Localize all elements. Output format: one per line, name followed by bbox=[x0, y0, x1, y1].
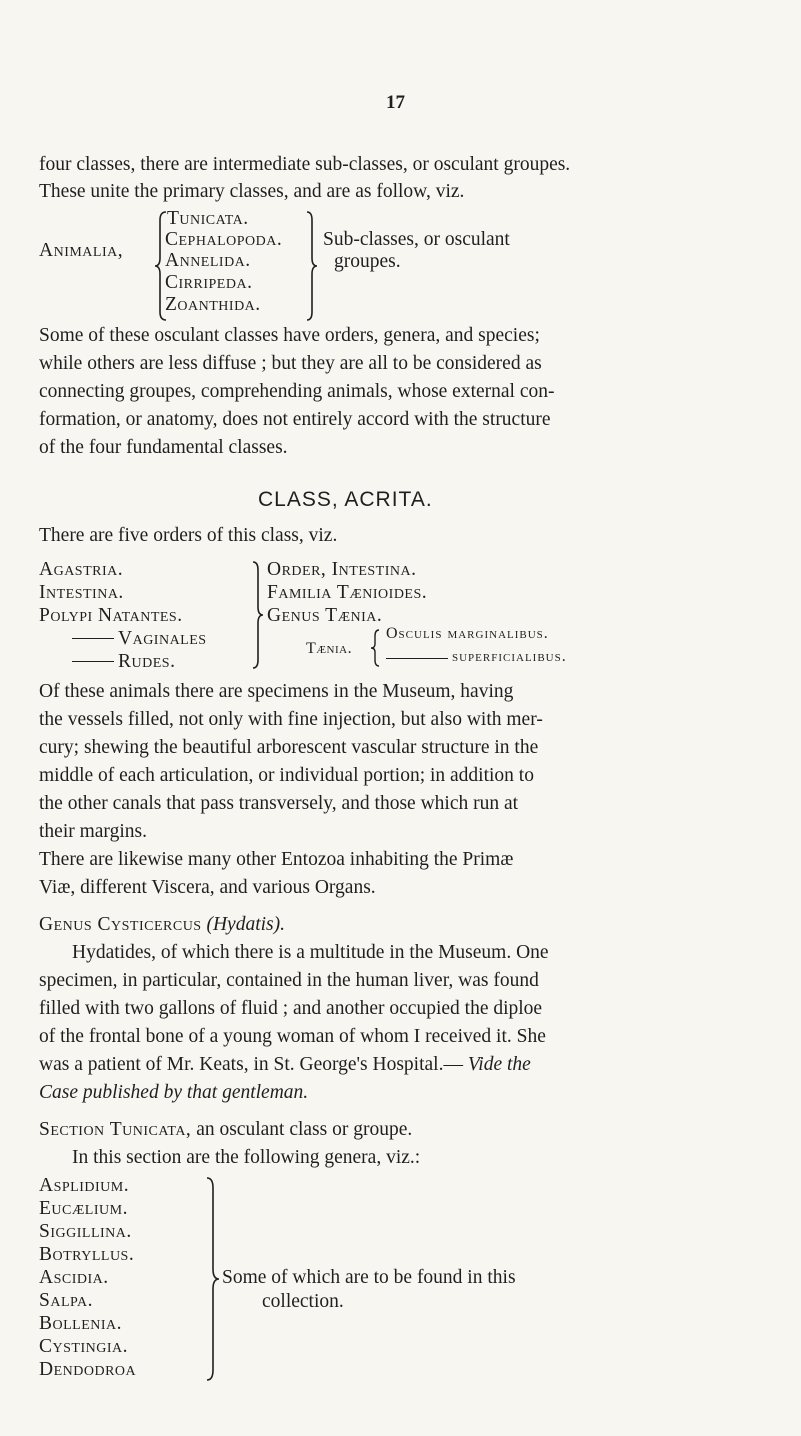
taenia-label: Tænia. bbox=[306, 640, 353, 657]
cephalopoda-item: Cephalopoda. bbox=[165, 229, 283, 250]
familia-taenioides: Familia Tænioides. bbox=[267, 582, 428, 603]
text-line: the vessels filled, not only with fine injection, but also with mer- bbox=[39, 709, 543, 730]
text-line: There are likewise many other Entozoa inhabiting the Primæ bbox=[39, 849, 514, 870]
text-line: Some of these osculant classes have orders, genera, and species; bbox=[39, 325, 540, 346]
genera-note-line2: collection. bbox=[262, 1291, 344, 1312]
case-italic: Case published by that gentleman. bbox=[39, 1082, 309, 1103]
dash-line bbox=[386, 658, 448, 659]
genus-item: Salpa. bbox=[39, 1290, 93, 1311]
order-polypi-natantes: Polypi Natantes. bbox=[39, 605, 183, 626]
left-brace-icon bbox=[370, 628, 380, 668]
genus-item: Cystingia. bbox=[39, 1336, 128, 1357]
subclass-label-line2: groupes. bbox=[334, 251, 401, 272]
section-heading bbox=[39, 1116, 412, 1143]
subclass-label-line1: Sub-classes, or osculant bbox=[323, 229, 510, 250]
genus-heading bbox=[39, 911, 285, 938]
genus-item: Ascidia. bbox=[39, 1267, 109, 1288]
taenia-sub-superficialibus: superficialibus. bbox=[452, 648, 567, 665]
order-rudes: Rudes. bbox=[118, 651, 176, 672]
section-heading-rest: an osculant class or groupe. bbox=[191, 1119, 413, 1140]
taenia-sub-marginalibus: Osculis marginalibus. bbox=[386, 625, 549, 642]
text-line: Viæ, different Viscera, and various Organs. bbox=[39, 877, 376, 898]
dash-line bbox=[72, 638, 114, 639]
text-line: connecting groupes, comprehending animals, whose external con- bbox=[39, 381, 555, 402]
order-intestina: Intestina. bbox=[39, 582, 124, 603]
genus-item: Bollenia. bbox=[39, 1313, 123, 1334]
text-line: of the frontal bone of a young woman of whom I received it. She bbox=[39, 1026, 546, 1047]
text-span: was a patient of Mr. Keats, in St. George's Hospital.— bbox=[39, 1054, 468, 1075]
order-intestina-heading: Order, Intestina. bbox=[267, 559, 417, 580]
genus-item: Asplidium. bbox=[39, 1175, 130, 1196]
text-line: of the four fundamental classes. bbox=[39, 437, 288, 458]
text-line: the other canals that pass transversely, and those which run at bbox=[39, 793, 519, 814]
text-line: Hydatides, of which there is a multitude in the Museum. One bbox=[72, 942, 549, 963]
text-line: their margins. bbox=[39, 821, 147, 842]
text-line: These unite the primary classes, and are as follow, viz. bbox=[39, 181, 465, 202]
text-line: Of these animals there are specimens in the Museum, having bbox=[39, 681, 514, 702]
tunicata-item: Tunicata. bbox=[167, 208, 249, 229]
class-title: CLASS, ACRITA. bbox=[258, 488, 433, 511]
genus-item: Botryllus. bbox=[39, 1244, 135, 1265]
text-line: while others are less diffuse ; but they are all to be considered as bbox=[39, 353, 542, 374]
order-agastria: Agastria. bbox=[39, 559, 124, 580]
cirripeda-item: Cirripeda. bbox=[165, 272, 253, 293]
text-line bbox=[39, 1079, 308, 1106]
text-line: four classes, there are intermediate sub-classes, or osculant groupes. bbox=[39, 154, 571, 175]
section-intro: In this section are the following genera, viz.: bbox=[72, 1147, 421, 1168]
zoanthida-item: Zoanthida. bbox=[165, 294, 261, 315]
order-vaginales: Vaginales bbox=[118, 628, 207, 649]
vide-italic: Vide the bbox=[467, 1054, 531, 1075]
text-line: formation, or anatomy, does not entirely accord with the structure bbox=[39, 409, 551, 430]
genus-taenia: Genus Tænia. bbox=[267, 605, 383, 626]
right-brace-icon bbox=[306, 210, 318, 322]
text-line: specimen, in particular, contained in the human liver, was found bbox=[39, 970, 539, 991]
genus-item: Eucælium. bbox=[39, 1198, 128, 1219]
right-brace-icon bbox=[252, 560, 264, 670]
text-line: cury; shewing the beautiful arborescent vascular structure in the bbox=[39, 737, 539, 758]
section-heading-name: Section Tunicata, bbox=[39, 1119, 192, 1140]
orders-intro: There are five orders of this class, viz. bbox=[39, 525, 338, 546]
genera-note-line1: Some of which are to be found in this bbox=[222, 1267, 516, 1288]
page-number: 17 bbox=[386, 92, 405, 113]
genus-heading-name: Genus Cysticercus bbox=[39, 914, 202, 935]
text-line bbox=[39, 1051, 531, 1078]
genus-item: Dendodroa bbox=[39, 1359, 137, 1380]
genus-item: Siggillina. bbox=[39, 1221, 132, 1242]
dash-line bbox=[72, 661, 114, 662]
text-line: middle of each articulation, or individual portion; in addition to bbox=[39, 765, 534, 786]
animalia-label: Animalia, bbox=[39, 240, 124, 261]
genus-heading-hydatis: (Hydatis). bbox=[206, 914, 286, 935]
right-brace-icon bbox=[206, 1176, 220, 1382]
annelida-item: Annelida. bbox=[165, 250, 251, 271]
text-line: filled with two gallons of fluid ; and another occupied the diploe bbox=[39, 998, 543, 1019]
